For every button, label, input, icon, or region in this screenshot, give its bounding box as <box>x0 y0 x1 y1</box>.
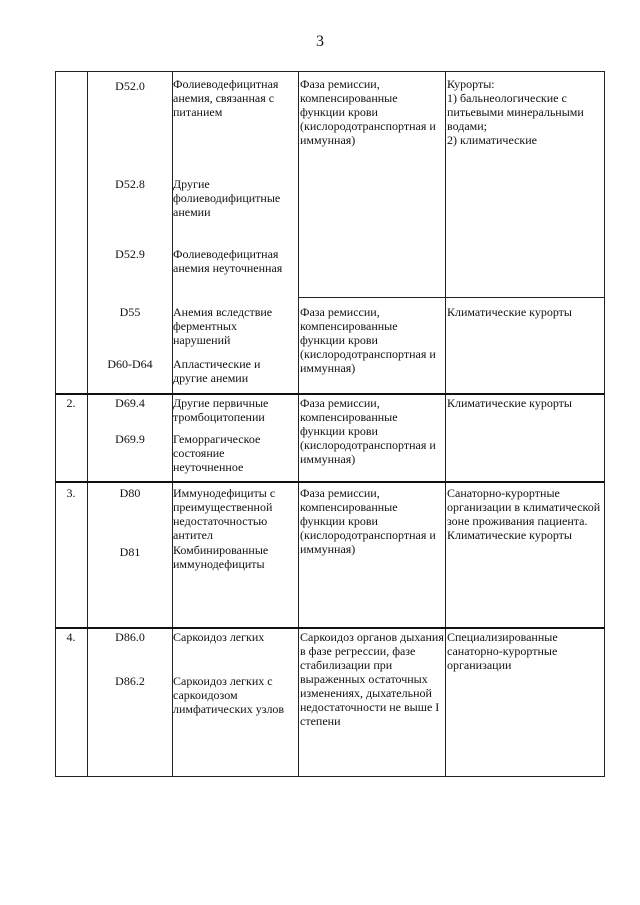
diagnosis-name: Комбинированные иммунодефициты <box>173 543 269 571</box>
resort-type: Курорты: 1) бальнеологические с питьевыми минеральными водами; 2) климатические <box>447 77 584 147</box>
resort-type: Санаторно-курортные организации в климатической зоне проживания пациента. Климатические курорты <box>447 486 601 542</box>
row-divider <box>55 627 605 629</box>
resort-type: Климатические курорты <box>447 396 572 410</box>
row-divider <box>298 297 605 298</box>
table-bottom-border <box>55 776 605 777</box>
disease-phase: Фаза ремиссии, компенсированные функции крови (кислородотранспортная и иммунная) <box>300 486 436 556</box>
row-divider <box>55 393 605 395</box>
diagnosis-code: D69.4 <box>115 396 145 410</box>
resort-type: Специализированные санаторно-курортные организации <box>447 630 558 672</box>
row-number: 2. <box>66 396 76 410</box>
diagnosis-code: D80 <box>119 486 141 500</box>
row-divider <box>55 481 605 483</box>
row-number: 4. <box>66 630 76 644</box>
diagnosis-code: D52.0 <box>115 79 145 93</box>
diagnosis-name: Анемия вследствие ферментных нарушений <box>173 305 273 347</box>
diagnosis-name: Саркоидоз легких <box>173 630 265 644</box>
disease-phase: Фаза ремиссии, компенсированные функции крови (кислородотранспортная и иммунная) <box>300 396 436 466</box>
diagnosis-code: D52.9 <box>115 247 145 261</box>
diagnosis-name: Саркоидоз легких с саркоидозом лимфатических узлов <box>173 674 285 716</box>
column-divider <box>298 71 299 777</box>
diagnosis-name: Иммунодефициты с преимущественной недостаточностью антител <box>173 486 276 542</box>
diagnosis-code: D55 <box>119 305 141 319</box>
diagnosis-code: D86.2 <box>115 674 145 688</box>
resort-type: Климатические курорты <box>447 305 572 319</box>
diagnosis-name: Фолиеводефицитная анемия неуточненная <box>173 247 283 275</box>
disease-phase: Фаза ремиссии, компенсированные функции крови (кислородотранспортная и иммунная) <box>300 77 436 147</box>
diagnosis-name: Другие первичные тромбоцитопении <box>173 396 269 424</box>
disease-phase: Фаза ремиссии, компенсированные функции крови (кислородотранспортная и иммунная) <box>300 305 436 375</box>
diagnosis-code: D52.8 <box>115 177 145 191</box>
row-number: 3. <box>66 486 76 500</box>
disease-phase: Саркоидоз органов дыхания в фазе регрессии, фазе стабилизации при выраженных остаточных изменениях, дыхательной недостаточности не выше I степени <box>300 630 444 728</box>
diagnosis-code: D81 <box>119 545 141 559</box>
diagnosis-code: D69.9 <box>115 432 145 446</box>
column-divider <box>445 71 446 777</box>
diagnosis-name: Другие фолиеводифицитные анемии <box>173 177 281 219</box>
diagnosis-code: D60-D64 <box>107 357 153 371</box>
page-number: 3 <box>316 33 324 50</box>
diagnosis-name: Геморрагическое состояние неуточненное <box>173 432 261 474</box>
diagnosis-code: D86.0 <box>115 630 145 644</box>
diagnosis-name: Апластические и другие анемии <box>173 357 261 385</box>
diagnosis-name: Фолиеводефицитная анемия, связанная с питанием <box>173 77 279 119</box>
